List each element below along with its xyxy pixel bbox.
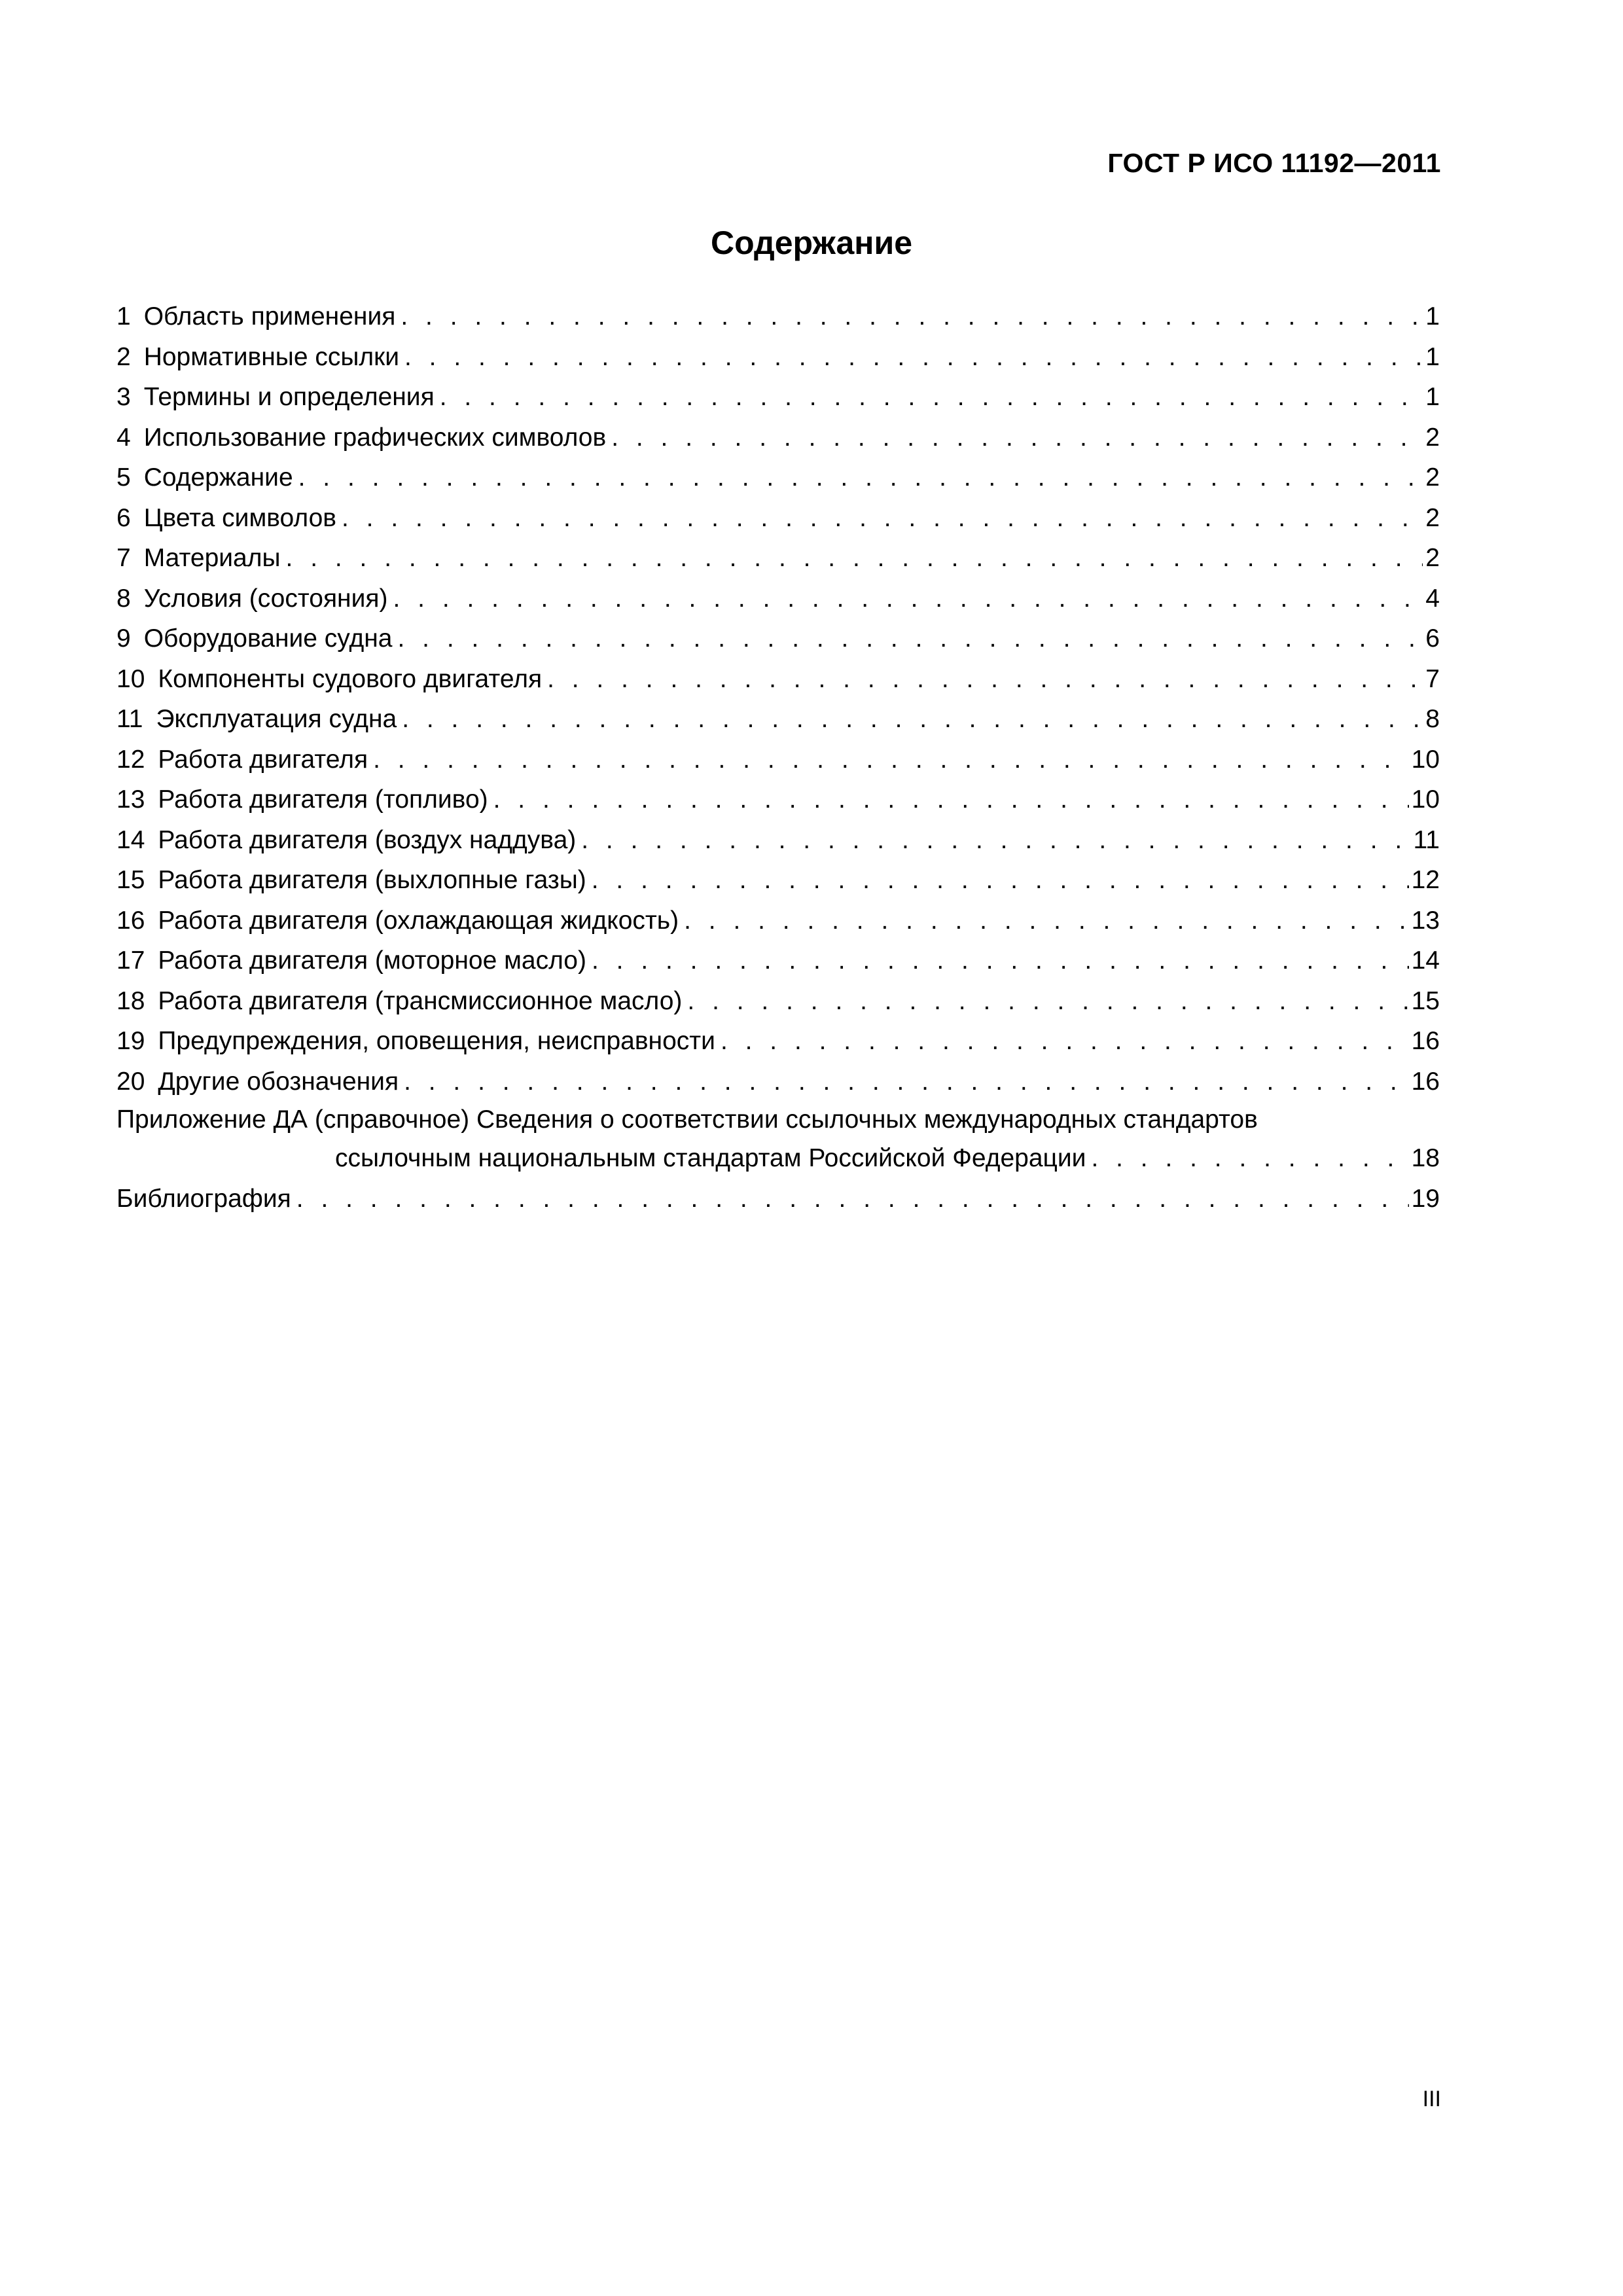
toc-item-text xyxy=(116,457,293,498)
toc-item-title: Работа двигателя (топливо) xyxy=(158,785,488,814)
toc-item-number: 9 xyxy=(116,624,131,653)
toc-item-title: Предупреждения, оповещения, неисправности xyxy=(158,1027,715,1055)
toc-item-page: 16 xyxy=(1411,1067,1440,1096)
toc-item-number: 1 xyxy=(116,302,131,331)
toc-item-title: Работа двигателя (выхлопные газы) xyxy=(158,866,586,894)
toc-item[interactable] xyxy=(116,820,1440,861)
toc-item-number: 3 xyxy=(116,383,131,411)
toc-item-title: Область применения xyxy=(143,302,396,331)
toc-title: Содержание xyxy=(710,224,913,261)
toc-item-title: Оборудование судна xyxy=(143,624,393,653)
toc-leader-dots xyxy=(547,659,1423,700)
toc-item-page: 1 xyxy=(1425,383,1440,411)
toc-item-number: 13 xyxy=(116,785,145,814)
toc-item[interactable] xyxy=(116,457,1440,498)
toc-leader-dots xyxy=(592,860,1409,901)
toc-item-title: Другие обозначения xyxy=(158,1067,399,1096)
toc-leader-dots xyxy=(687,981,1408,1022)
toc-leader-dots xyxy=(404,1062,1409,1102)
toc-item-number: 7 xyxy=(116,544,131,572)
toc-item[interactable] xyxy=(116,981,1440,1022)
toc-item-number: 17 xyxy=(116,946,145,975)
toc-item-page: 15 xyxy=(1411,986,1440,1015)
toc-item-page: 13 xyxy=(1411,906,1440,935)
toc-item-text xyxy=(116,860,586,901)
toc-leader-dots xyxy=(373,740,1409,780)
toc-item-number: 12 xyxy=(116,745,145,774)
toc-item[interactable] xyxy=(116,498,1440,539)
toc-item[interactable] xyxy=(116,659,1440,700)
toc-item-number: 10 xyxy=(116,664,145,693)
toc-leader-dots xyxy=(1091,1138,1408,1179)
toc-item[interactable] xyxy=(116,418,1440,458)
document-code: ГОСТ Р ИСО 11192—2011 xyxy=(1107,148,1441,178)
toc-item-number: 11 xyxy=(116,705,143,733)
toc-item-title: Работа двигателя (трансмиссионное масло) xyxy=(158,986,683,1015)
toc-item-text xyxy=(116,699,397,740)
toc-leader-dots xyxy=(611,418,1423,458)
toc-item[interactable] xyxy=(116,619,1440,659)
toc-item-number: 15 xyxy=(116,866,145,894)
toc-item-number: 2 xyxy=(116,342,131,371)
toc-item-title: Работа двигателя xyxy=(158,745,368,774)
toc-item-text xyxy=(116,981,682,1022)
toc-item[interactable] xyxy=(116,579,1440,619)
toc-item-text xyxy=(116,498,336,539)
toc-item-number: 20 xyxy=(116,1067,145,1096)
toc-item-title: Нормативные ссылки xyxy=(143,342,399,371)
toc-item-title: Термины и определения xyxy=(143,383,435,411)
toc-item-text xyxy=(116,579,388,619)
toc-item-title: Работа двигателя (охлаждающая жидкость) xyxy=(158,906,679,935)
toc-leader-dots xyxy=(581,820,1410,861)
toc-item[interactable] xyxy=(116,699,1440,740)
toc-item[interactable] xyxy=(116,377,1440,418)
toc-item-page: 8 xyxy=(1425,705,1440,733)
toc-item-text xyxy=(116,901,679,941)
toc-item[interactable] xyxy=(116,1062,1440,1102)
toc-item-title: Условия (состояния) xyxy=(143,584,388,613)
toc-item-text xyxy=(116,619,392,659)
toc-item-page: 12 xyxy=(1411,866,1440,894)
toc-item-text xyxy=(116,659,542,700)
toc-item-number: 19 xyxy=(116,1027,145,1055)
toc-item-page: 10 xyxy=(1411,745,1440,774)
toc-leader-dots xyxy=(296,1179,1409,1219)
toc-item-text xyxy=(116,337,399,378)
toc-leader-dots xyxy=(397,619,1423,659)
toc-item-text xyxy=(116,1062,399,1102)
table-of-contents xyxy=(116,296,1440,1219)
toc-item-text xyxy=(116,538,281,579)
toc-item-title: Эксплуатация судна xyxy=(156,705,397,733)
toc-item-title: Работа двигателя (воздух наддува) xyxy=(158,825,577,854)
toc-leader-dots xyxy=(298,457,1423,498)
toc-leader-dots xyxy=(401,296,1423,337)
toc-item-page: 4 xyxy=(1425,584,1440,613)
toc-item-page: 2 xyxy=(1425,503,1440,532)
toc-item-page: 2 xyxy=(1425,544,1440,572)
toc-item-number: 6 xyxy=(116,503,131,532)
toc-item-number: 16 xyxy=(116,906,145,935)
toc-item-text xyxy=(116,941,586,981)
toc-item-page: 7 xyxy=(1425,664,1440,693)
toc-item[interactable] xyxy=(116,901,1440,941)
toc-item-text xyxy=(116,780,488,820)
toc-leader-dots xyxy=(286,538,1423,579)
toc-item-title: Материалы xyxy=(143,544,281,572)
toc-item-text xyxy=(116,418,606,458)
toc-leader-dots xyxy=(592,941,1409,981)
toc-item-title: Работа двигателя (моторное масло) xyxy=(158,946,586,975)
toc-item-number: 14 xyxy=(116,825,145,854)
toc-item-page: 14 xyxy=(1411,946,1440,975)
toc-leader-dots xyxy=(402,699,1423,740)
appendix-title-line2: ссылочным национальным стандартам Российской Федерации xyxy=(335,1144,1086,1172)
toc-item-title: Содержание xyxy=(143,463,293,492)
toc-item[interactable] xyxy=(116,860,1440,901)
toc-item-number: 4 xyxy=(116,423,131,452)
toc-item-page: 6 xyxy=(1425,624,1440,653)
bibliography-page: 19 xyxy=(1411,1185,1440,1213)
toc-leader-dots xyxy=(493,780,1409,820)
toc-leader-dots xyxy=(721,1021,1409,1062)
toc-item-appendix[interactable] xyxy=(116,1102,1440,1179)
toc-item-bibliography[interactable] xyxy=(116,1179,1440,1219)
toc-item-page: 1 xyxy=(1425,342,1440,371)
toc-leader-dots xyxy=(393,579,1423,619)
toc-item[interactable] xyxy=(116,296,1440,337)
toc-item[interactable] xyxy=(116,1021,1440,1062)
toc-leader-dots xyxy=(684,901,1409,941)
toc-item[interactable] xyxy=(116,337,1440,378)
toc-item-title: Компоненты судового двигателя xyxy=(158,664,543,693)
toc-item[interactable] xyxy=(116,740,1440,780)
toc-item-page: 16 xyxy=(1411,1027,1440,1055)
toc-item-page: 2 xyxy=(1425,463,1440,492)
toc-item-text xyxy=(116,377,435,418)
toc-item[interactable] xyxy=(116,941,1440,981)
toc-item-text xyxy=(116,296,395,337)
toc-item-text xyxy=(116,1021,715,1062)
page-number: III xyxy=(1422,2087,1441,2111)
toc-leader-dots xyxy=(342,498,1423,539)
appendix-title-line1: Приложение ДА (справочное) Сведения о соответствии ссылочных международных стандартов xyxy=(116,1105,1258,1134)
toc-item-page: 1 xyxy=(1425,302,1440,331)
appendix-title-line2-row xyxy=(116,1138,1440,1179)
toc-item-number: 8 xyxy=(116,584,131,613)
toc-item-title: Использование графических символов xyxy=(143,423,607,452)
toc-item-title: Цвета символов xyxy=(143,503,336,532)
toc-item-text xyxy=(116,740,368,780)
toc-item-page: 10 xyxy=(1411,785,1440,814)
toc-item-page: 11 xyxy=(1413,825,1440,854)
toc-item-page: 2 xyxy=(1425,423,1440,452)
toc-item[interactable] xyxy=(116,538,1440,579)
toc-item-number: 18 xyxy=(116,986,145,1015)
bibliography-title: Библиография xyxy=(116,1185,291,1213)
toc-leader-dots xyxy=(404,337,1423,378)
toc-item-number: 5 xyxy=(116,463,131,492)
appendix-page: 18 xyxy=(1411,1144,1440,1172)
toc-leader-dots xyxy=(440,377,1423,418)
toc-item-text xyxy=(116,820,576,861)
toc-item[interactable] xyxy=(116,780,1440,820)
